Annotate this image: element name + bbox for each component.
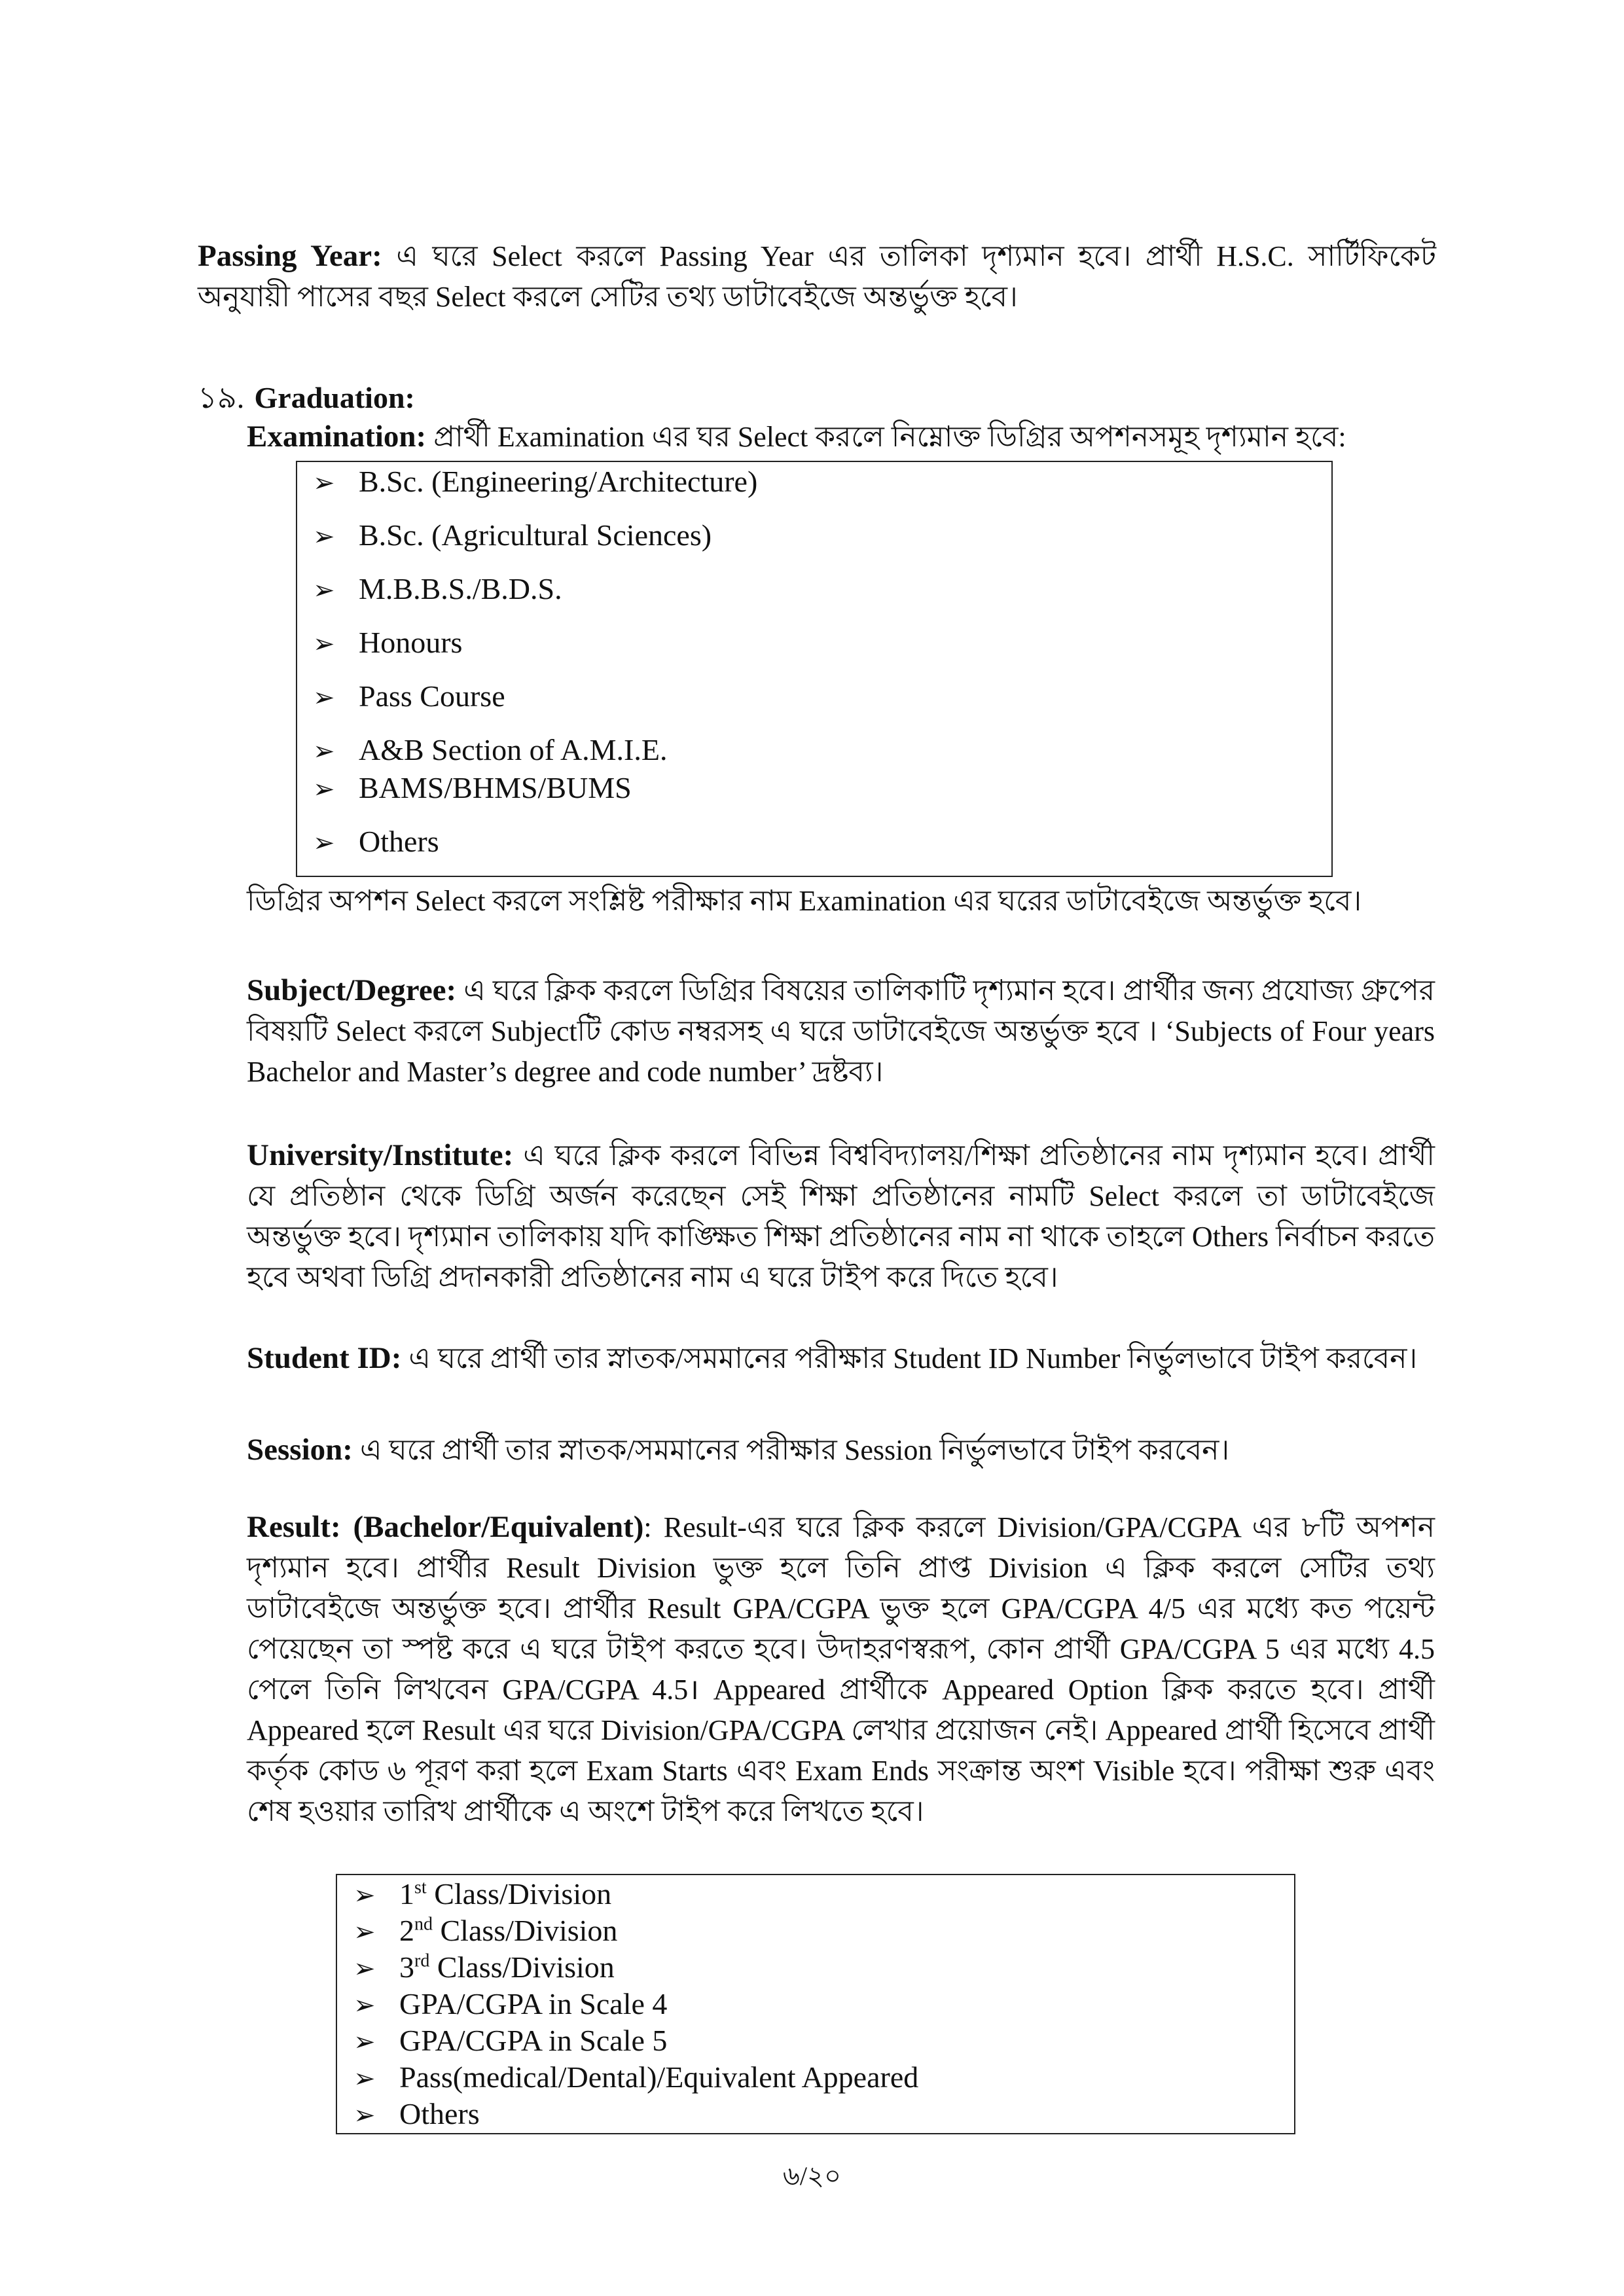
degree-option-label: M.B.B.S./B.D.S. <box>359 572 562 605</box>
arrow-bullet-icon: ➢ <box>353 2064 376 2094</box>
result-label: Result: (Bachelor/Equivalent) <box>247 1510 644 1544</box>
arrow-bullet-icon: ➢ <box>353 2027 376 2057</box>
degree-option-label: A&B Section of A.M.I.E. <box>359 733 668 766</box>
university-text: এ ঘরে ক্লিক করলে বিভিন্ন বিশ্ববিদ্যালয়/শিক্ষা প্রতিষ্ঠানের নাম দৃশ্যমান হবে। প্রার্থী যে প্রতিষ্ঠান থেকে ডিগ্রি অর্জন করেছেন সেই শিক্ষা প্রতিষ্ঠানের নামটি Select করলে তা ডাটাবেইজে অন্তর্ভুক্ত হবে। দৃশ্যমান তালিকায় যদি কাঙ্ক্ষিত শিক্ষা প্রতিষ্ঠানের নাম না থাকে তাহলে Others নির্বাচন করতে হবে অথবা ডিগ্রি প্রদানকারী প্রতিষ্ঠানের নাম এ ঘরে টাইপ করে দিতে হবে। <box>247 1139 1435 1293</box>
arrow-bullet-icon: ➢ <box>353 1954 376 1984</box>
result-option-label: Others <box>399 2097 480 2130</box>
result-option-item <box>353 1912 617 1950</box>
degree-option-label: Pass Course <box>359 679 505 713</box>
arrow-bullet-icon: ➢ <box>313 774 335 804</box>
degree-option-label: B.Sc. (Engineering/Architecture) <box>359 465 758 498</box>
examination-paragraph <box>247 416 1445 457</box>
degree-option-item <box>313 732 667 770</box>
result-option-item <box>353 2096 480 2134</box>
degree-option-label: Others <box>359 825 439 858</box>
degree-option-item <box>313 517 712 555</box>
degree-option-label: B.Sc. (Agricultural Sciences) <box>359 518 712 552</box>
degree-option-label: BAMS/BHMS/BUMS <box>359 771 632 804</box>
result-option-label: 1st Class/Division <box>399 1877 612 1910</box>
arrow-bullet-icon: ➢ <box>313 828 335 858</box>
result-option-item <box>353 1986 667 2024</box>
passing-year-text: এ ঘরে Select করলে Passing Year এর তালিকা দৃশ্যমান হবে। প্রার্থী H.S.C. সার্টিফিকেট অনুযায়ী পাসের বছর Select করলে সেটির তথ্য ডাটাবেইজে অন্তর্ভুক্ত হবে। <box>198 240 1436 313</box>
subject-degree-text: এ ঘরে ক্লিক করলে ডিগ্রির বিষয়ের তালিকাটি দৃশ্যমান হবে। প্রার্থীর জন্য প্রযোজ্য গ্রুপের বিষয়টি Select করলে Subjectটি কোড নম্বরসহ এ ঘরে ডাটাবেইজে অন্তর্ভুক্ত হবে । ‘Subjects of Four years Bachelor and Master’s degree and code number’ দ্রষ্টব্য। <box>247 975 1435 1088</box>
degree-option-item <box>313 624 462 662</box>
university-paragraph <box>247 1135 1435 1298</box>
arrow-bullet-icon: ➢ <box>313 736 335 766</box>
degree-option-item <box>313 571 562 609</box>
result-option-item <box>353 1876 611 1914</box>
subject-degree-label: Subject/Degree: <box>247 973 457 1007</box>
arrow-bullet-icon: ➢ <box>313 683 335 713</box>
result-option-label: 2nd Class/Division <box>399 1914 618 1947</box>
arrow-bullet-icon: ➢ <box>313 522 335 552</box>
student-id-label: Student ID: <box>247 1341 402 1375</box>
degree-option-item <box>313 463 757 501</box>
degree-option-label: Honours <box>359 626 463 659</box>
result-text: : Result-এর ঘরে ক্লিক করলে Division/GPA/CGPA এর ৮টি অপশন দৃশ্যমান হবে। প্রার্থীর Result Division ভুক্ত হলে তিনি প্রাপ্ত Division এ ক্লিক করলে সেটির তথ্য ডাটাবেইজে অন্তর্ভুক্ত হবে। প্রার্থীর Result GPA/CGPA ভুক্ত হলে GPA/CGPA 4/5 এর মধ্যে কত পয়েন্ট পেয়েছেন তা স্পষ্ট করে এ ঘরে টাইপ করতে হবে। উদাহরণস্বরূপ, কোন প্রার্থী GPA/CGPA 5 এর মধ্যে 4.5 পেলে তিনি লিখবেন GPA/CGPA 4.5। Appeared প্রার্থীকে Appeared Option ক্লিক করতে হবে। প্রার্থী Appeared হলে Result এর ঘরে Division/GPA/CGPA লেখার প্রয়োজন নেই। Appeared প্রার্থী হিসেবে প্রার্থী কর্তৃক কোড ৬ পূরণ করা হলে Exam Starts এবং Exam Ends সংক্রান্ত অংশ Visible হবে। পরীক্ষা শুরু এবং শেষ হওয়ার তারিখ প্রার্থীকে এ অংশে টাইপ করে লিখতে হবে। <box>247 1511 1435 1827</box>
result-option-item <box>353 2022 667 2060</box>
result-option-label: GPA/CGPA in Scale 5 <box>399 2024 668 2057</box>
arrow-bullet-icon: ➢ <box>353 1990 376 2020</box>
result-option-item <box>353 2059 918 2097</box>
session-paragraph <box>247 1429 1445 1471</box>
passing-year-label: Passing Year: <box>198 239 382 273</box>
degree-after-text: ডিগ্রির অপশন Select করলে সংশ্লিষ্ট পরীক্ষার নাম Examination এর ঘরের ডাটাবেইজে অন্তর্ভুক্ত হবে। <box>247 885 1362 917</box>
student-id-text: এ ঘরে প্রার্থী তার স্নাতক/সমমানের পরীক্ষার Student ID Number নির্ভুলভাবে টাইপ করবেন। <box>408 1342 1418 1374</box>
degree-option-item <box>313 823 439 861</box>
arrow-bullet-icon: ➢ <box>353 2100 376 2130</box>
graduation-number: ১৯. <box>198 381 245 414</box>
university-label: University/Institute: <box>247 1138 514 1172</box>
student-id-paragraph <box>247 1338 1445 1379</box>
degree-option-item <box>313 770 632 808</box>
arrow-bullet-icon: ➢ <box>353 1917 376 1947</box>
result-option-label: 3rd Class/Division <box>399 1950 615 1984</box>
page-number: ৬/২০ <box>782 2161 842 2191</box>
graduation-title: Graduation: <box>254 381 415 414</box>
arrow-bullet-icon: ➢ <box>313 629 335 659</box>
arrow-bullet-icon: ➢ <box>313 468 335 498</box>
arrow-bullet-icon: ➢ <box>353 1880 376 1910</box>
degree-option-item <box>313 678 505 716</box>
session-text: এ ঘরে প্রার্থী তার স্নাতক/সমমানের পরীক্ষার Session নির্ভুলভাবে টাইপ করবেন। <box>359 1434 1230 1466</box>
result-option-item <box>353 1949 615 1987</box>
passing-year-paragraph <box>198 236 1436 317</box>
examination-text: প্রার্থী Examination এর ঘর Select করলে নিম্নোক্ত ডিগ্রির অপশনসমূহ দৃশ্যমান হবে: <box>433 421 1346 453</box>
result-option-label: GPA/CGPA in Scale 4 <box>399 1987 668 2020</box>
arrow-bullet-icon: ➢ <box>313 575 335 605</box>
subject-degree-paragraph <box>247 970 1435 1092</box>
result-option-label: Pass(medical/Dental)/Equivalent Appeared <box>399 2060 919 2094</box>
examination-label: Examination: <box>247 420 427 454</box>
session-label: Session: <box>247 1433 353 1467</box>
degree-after-paragraph <box>247 881 1445 922</box>
graduation-heading <box>198 378 415 418</box>
result-paragraph <box>247 1507 1435 1832</box>
